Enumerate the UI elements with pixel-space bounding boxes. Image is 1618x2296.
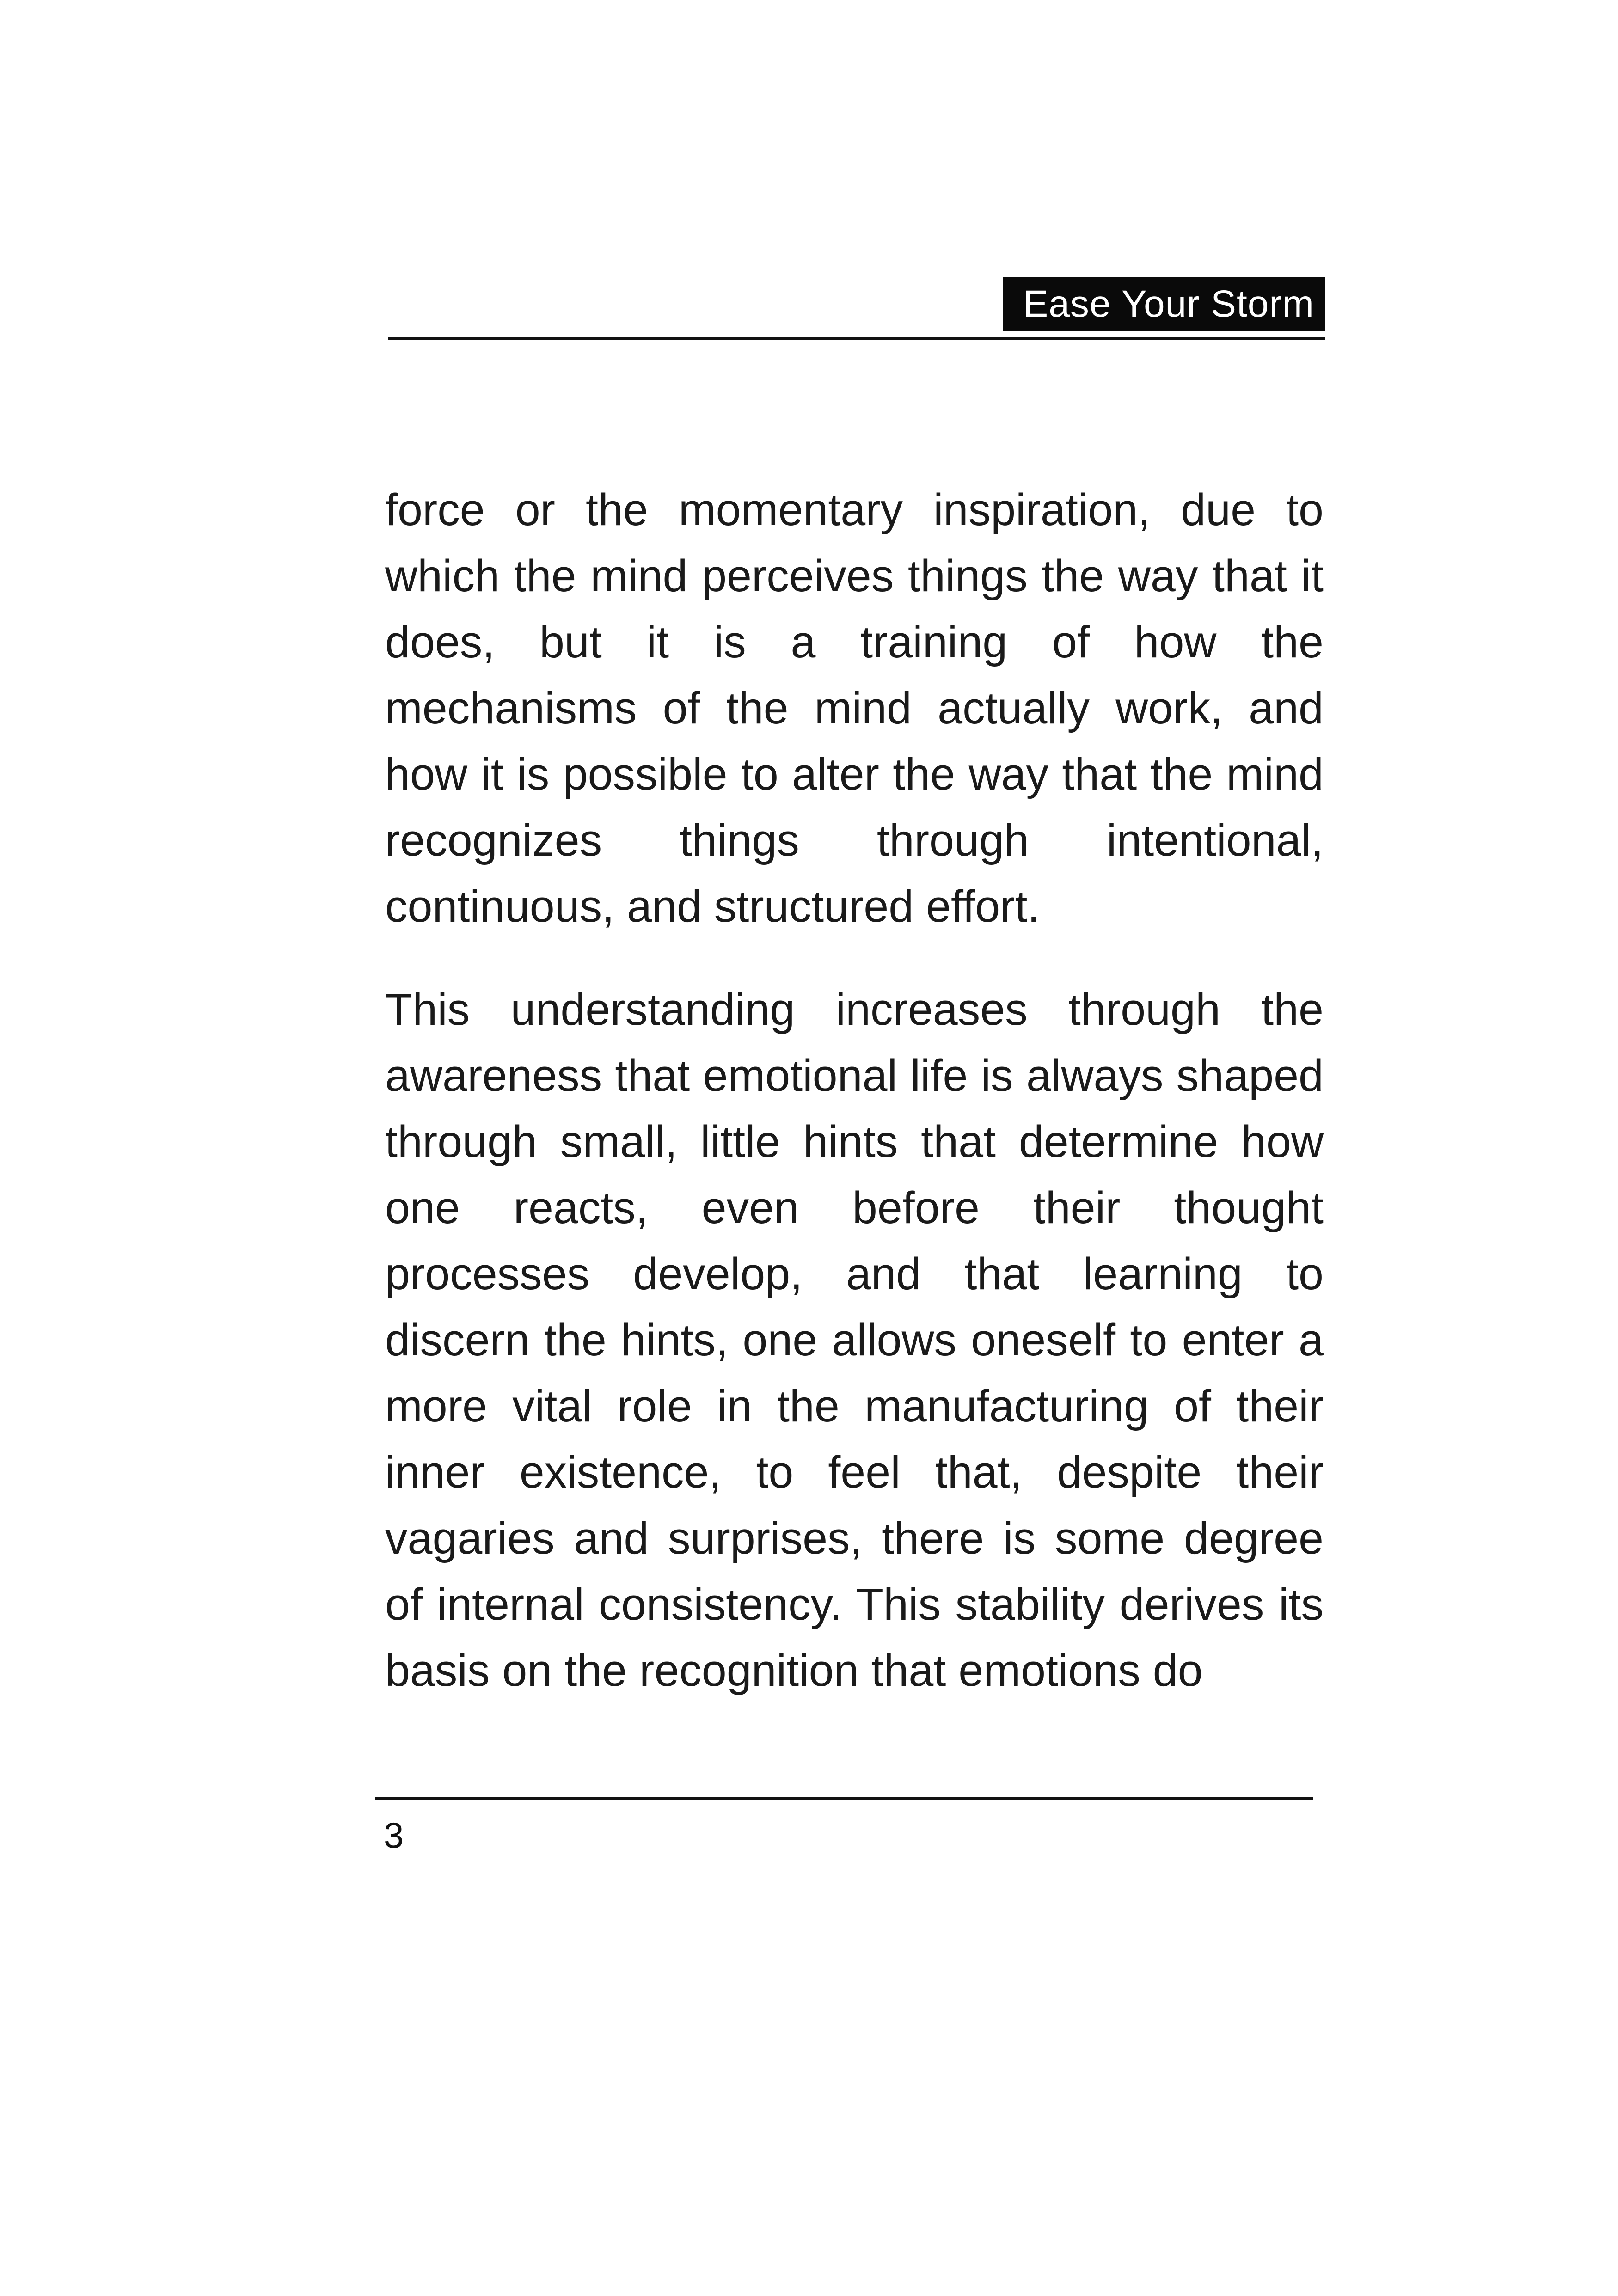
running-header-title: Ease Your Storm: [1003, 277, 1325, 331]
header-divider: [388, 337, 1325, 340]
page-number: 3: [384, 1815, 404, 1855]
footer-divider: [375, 1797, 1313, 1800]
body-paragraph: This understanding increases through the awareness that emotional life is always shaped through small, little hints that determine how one reacts, even before their thought processes develop, and that learning to discern the hints, one allows oneself to enter a more vital role in the manufacturing of their inner existence, to feel that, despite their vagaries and surprises, there is some degree of internal consistency. This stability derives its basis on the recognition that emotions do: [385, 984, 1324, 1696]
page-body: [385, 477, 1324, 1740]
body-paragraph: force or the momentary inspiration, due to which the mind perceives things the way that it does, but it is a training of how the mechanisms of the mind actually work, and how it is possible to alter the way that the mind recognizes things through intentional, continuous, and structured effort.: [385, 484, 1324, 931]
